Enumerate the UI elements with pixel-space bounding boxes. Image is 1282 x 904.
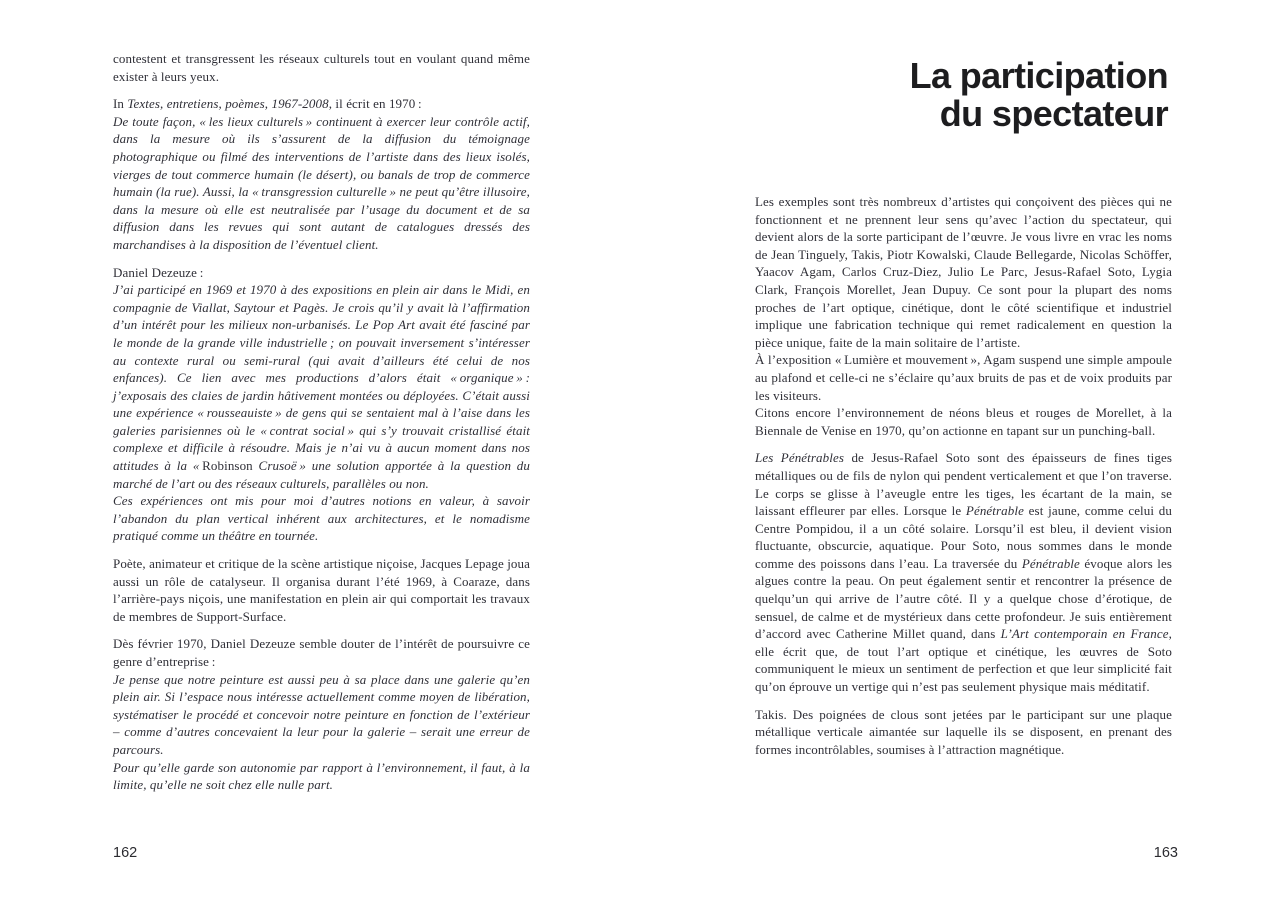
text-run: Daniel Dezeuze : (113, 264, 204, 280)
text-run: De toute façon, « les lieux culturels » continuent à exercer leur contrôle actif, dans la mesure où ils s’assurent de la diffusion du témoignage photographique ou filmé des interventions de l’artiste dans des lieux isolés, vierges de tout commerce humain (le désert), ou banals de trop de commerce humain (la rue). Aussi, la « transgression culturelle » ne peut qu’être illusoire, dans la mesure où elle est neutralisée par l’usage du document et de sa diffusion dans les revues qui sont autant de catalogues dressés des marchandises à la disposition de l’éventuel client. (113, 113, 530, 252)
paragraph (113, 635, 530, 670)
text-run: contestent et transgressent les réseaux culturels tout en voulant quand même exister à leurs yeux. (113, 51, 530, 84)
page-right (641, 0, 1282, 904)
text-run: de Jesus-Rafael Soto sont des épaisseurs de fines tiges métalliques ou de fils de nylon qui pendent verticalement et que l’on traverse. Le corps se glisse à l’aveugle entre les tiges, les écartant de la main, se laissant effleurer par elles. Lorsque le (755, 450, 1172, 519)
paragraph (755, 351, 1172, 404)
text-run: Pénétrable (965, 503, 1024, 519)
left-page-text-column (113, 50, 530, 794)
text-run: Pour qu’elle garde son autonomie par rapport à l’environnement, il faut, à la limite, qu’elle ne soit chez elle nulle part. (113, 759, 530, 793)
text-run: Takis. Des poignées de clous sont jetées par le participant sur une plaque métallique verticale aimantée sur laquelle ils se disposent, en prenant des formes incontrôlables, soumises à l’attraction magnétique. (755, 706, 1172, 757)
text-run: Ces expériences ont mis pour moi d’autres notions en valeur, à savoir l’abandon du plan vertical inhérent aux architectures, et le nomadisme pratiqué comme un théâtre en tournée. (113, 493, 530, 544)
page-number-left: 162 (113, 845, 138, 861)
text-run: À l’exposition « Lumière et mouvement », Agam suspend une simple ampoule au plafond et celle-ci ne s’éclaire qu’aux bruits de pas et de voix produits par les visiteurs. (755, 352, 1172, 403)
text-run: In (113, 96, 128, 112)
text-run: Les Pénétrables (755, 450, 844, 466)
text-run: Pénétrable (1021, 555, 1080, 571)
text-run: Textes, entretiens, poèmes, 1967-2008 (127, 96, 329, 112)
text-run: Citons encore l’environnement de néons bleus et rouges de Morellet, à la Biennale de Venise en 1970, qu’on actionne en tapant sur un punching-ball. (755, 405, 1172, 438)
paragraph (113, 492, 530, 545)
paragraph (755, 404, 1172, 439)
text-run: L’Art contemporain en France (1000, 626, 1169, 642)
text-run: évoque alors les algues contre la peau. On peut également sentir et rencontrer la présence de quelqu’un qui arrive de l’autre côté. Il y a quelque chose d’érotique, de sensuel, de calme et de mystérieux dans cette profondeur. Je suis entièrement d’accord avec Catherine Millet quand, dans (755, 555, 1172, 642)
text-run: , elle écrit que, de tout l’art optique et cinétique, les œuvres de Soto communiquent le mieux un sentiment de perfection et que leur simplicité fait qu’on éprouve un vertige qui n’est pas seulement physique mais méditatif. (755, 626, 1172, 695)
text-run: J’ai participé en 1969 et 1970 à des expositions en plein air dans le Midi, en compagnie de Viallat, Saytour et Pagès. Je crois qu’il y avait là l’affirmation d’un intérêt pour les milieux non-urbanisés. Le Pop Art avait été fasciné par le monde de la grande ville industrielle ; on pouvait inversement s’intéresser au contexte rural ou semi-rural (qui avait d’ailleurs été celui de nos enfances). Ce lien avec mes productions d’alors était « organique » : j’exposais des claies de jardin hâtivement montées ou déployées. C’était aussi une expérience « rousseauiste » de gens qui se sentaient mal à l’aise dans les galeries parisiennes où le « contrat social » qui s’y trouvait cristallisé était complexe et difficile à résoudre. Mais je n’ai vu à aucun moment dans nos attitudes à la « (113, 282, 530, 474)
paragraph (755, 449, 1172, 695)
paragraph (113, 264, 530, 282)
chapter-title (910, 57, 1168, 133)
text-run: , il écrit en 1970 : (328, 96, 422, 112)
paragraph (113, 50, 530, 85)
text-run: Dès février 1970, Daniel Dezeuze semble douter de l’intérêt de poursuivre ce genre d’entreprise : (113, 636, 530, 669)
text-run: Les exemples sont très nombreux d’artistes qui conçoivent des pièces qui ne fonctionnent et ne prennent leur sens qu’avec l’action du spectateur, qui devient alors de la sorte participant de l’œuvre. Je vous livre en vrac les noms de Jean Tinguely, Takis, Piotr Kowalski, Claude Bellegarde, Nicolas Schöffer, Yaacov Agam, Carlos Cruz-Diez, Julio Le Parc, Jesus-Rafael Soto, Lygia Clark, François Morellet, Jean Dupuy. Ce sont pour la plupart des noms proches de l’art optique, cinétique, dont le côté scientifique et industriel implique une fabrication technique qui remet radicalement en question la pièce unique, faite de la main solitaire de l’artiste. (755, 194, 1172, 350)
paragraph (113, 281, 530, 492)
paragraph (113, 759, 530, 794)
paragraph (755, 706, 1172, 759)
text-run: est jaune, comme celui du Centre Pompidou, il a un côté solaire. Lorsqu’il est bleu, il devient vision fluctuante, obscurcie, aquatique. Pour Soto, nous sommes dans le monde comme des poissons dans l’eau. La traversée du (755, 503, 1172, 571)
paragraph (113, 671, 530, 759)
right-page-text-column (755, 193, 1172, 758)
paragraph (113, 555, 530, 625)
page-number-right: 163 (1153, 845, 1178, 861)
paragraph (113, 95, 530, 113)
text-run: Crusoë » une solution apportée à la question du marché de l’art ou des réseaux culturels, parallèles ou non. (113, 458, 530, 491)
chapter-title-line-1: La participation (909, 55, 1168, 96)
paragraph (755, 193, 1172, 351)
text-run: Robinson (202, 458, 259, 474)
text-run: Je pense que notre peinture est aussi peu à sa place dans une galerie qu’en plein air. Si l’espace nous intéresse actuellement comme moyen de libération, systématiser le procédé et concevoir notre peinture en fonction de l’extérieur – comme d’autres concevaient la leur pour la galerie – serait une erreur de parcours. (113, 671, 530, 757)
text-run: Poète, animateur et critique de la scène artistique niçoise, Jacques Lepage joua aussi un rôle de catalyseur. Il organisa durant l’été 1969, à Coaraze, dans l’arrière-pays niçois, une manifestation en plein air qui comportait les travaux de membres de Support-Surface. (113, 556, 530, 624)
paragraph (113, 113, 530, 254)
chapter-title-line-2: du spectateur (939, 93, 1168, 134)
